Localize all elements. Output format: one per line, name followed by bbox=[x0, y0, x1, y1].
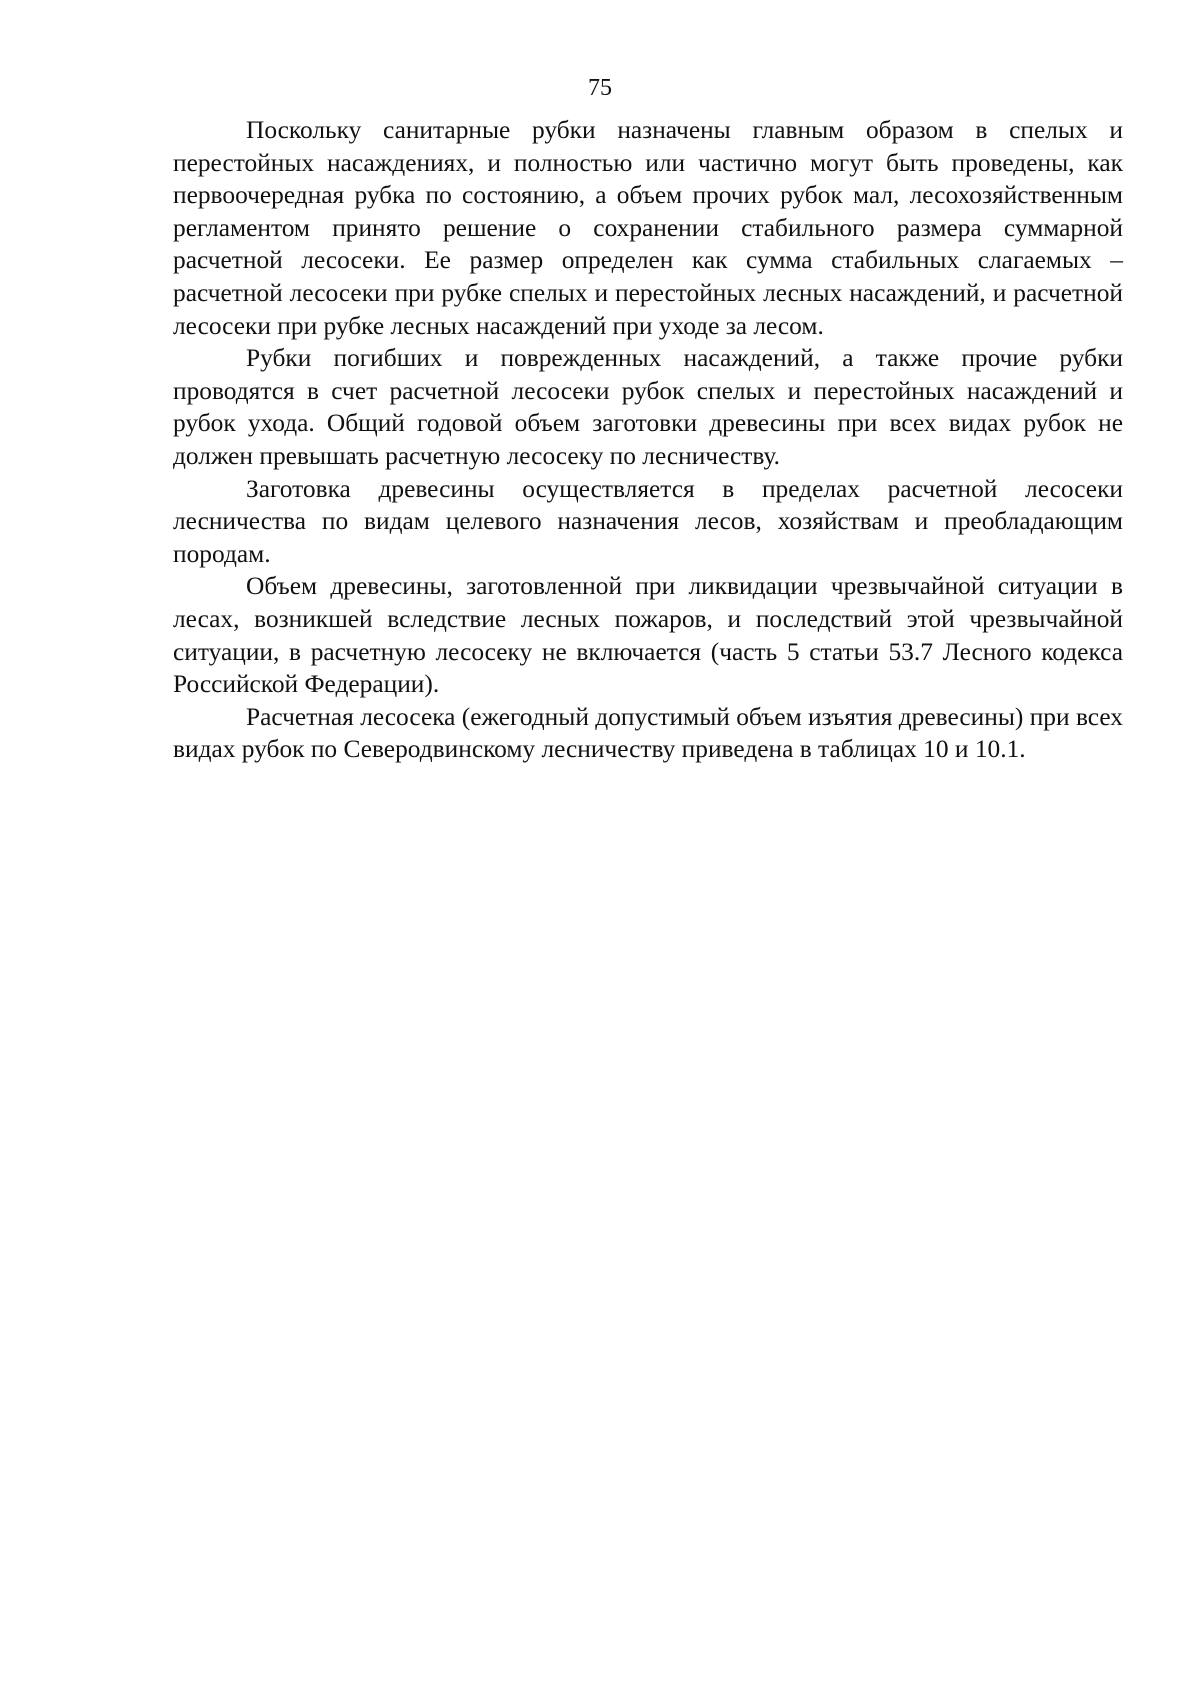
paragraph-timber-harvesting-limits: Заготовка древесины осуществляется в пределах расчетной лесосеки лесничества по видам целевого назначения лесов, хозяйствам и преобладающим породам. bbox=[173, 474, 1123, 568]
paragraph-tables-reference: Расчетная лесосека (ежегодный допустимый объем изъятия древесины) при всех видах рубок по Северодвинскому лесничеству приведена в таблицах 10 и 10.1. bbox=[173, 702, 1123, 764]
paragraph-sanitary-cuttings: Поскольку санитарные рубки назначены главным образом в спелых и перестойных насаждениях, и полностью или частично могут быть проведены, как первоочередная рубка по состоянию, а объем прочих рубок мал, лесохозяйственным регламентом принято решение о сохранении стабильного размера суммарной расчетной лесосеки. Ее размер определен как сумма стабильных слагаемых – расчетной лесосеки при рубке спелых и перестойных лесных насаждений, и расчетной лесосеки при рубке лесных насаждений при уходе за лесом. bbox=[173, 116, 1123, 340]
paragraph-damaged-stands-cuttings: Рубки погибших и поврежденных насаждений, а также прочие рубки проводятся в счет расчетной лесосеки рубок спелых и перестойных насаждений и рубок ухода. Общий годовой объем заготовки древесины при всех видах рубок не должен превышать расчетную лесосеку по лесничеству. bbox=[173, 344, 1123, 470]
document-body bbox=[173, 114, 1123, 766]
page-number: 75 bbox=[588, 75, 612, 101]
paragraph-emergency-timber-volume: Объем древесины, заготовленной при ликвидации чрезвычайной ситуации в лесах, возникшей вследствие лесных пожаров, и последствий этой чрезвычайной ситуации, в расчетную лесосеку не включается (часть 5 статьи 53.7 Лесного кодекса Российской Федерации). bbox=[173, 572, 1123, 699]
